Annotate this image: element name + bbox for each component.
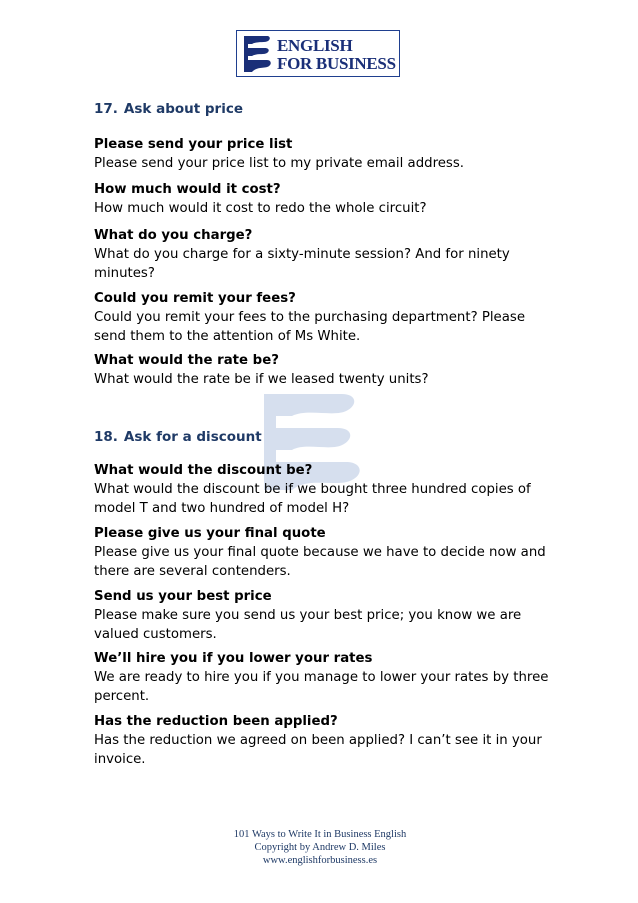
footer-book-title: 101 Ways to Write It in Business English xyxy=(233,829,407,840)
footer-copyright: Copyright by Andrew D. Miles xyxy=(254,842,386,853)
section-number: 18. xyxy=(94,429,118,445)
item-heading: What would the discount be? xyxy=(94,463,313,478)
section-title-18 xyxy=(94,429,262,445)
section-title-text: Ask for a discount xyxy=(123,429,262,445)
item-text: Could you remit your fees to the purchasing department? Please send them to the attention of Ms White. xyxy=(94,310,525,344)
logo-text-line2: FOR BUSINESS xyxy=(277,54,396,73)
page-footer xyxy=(190,828,450,867)
item-text: We are ready to hire you if you manage to lower your rates by three percent. xyxy=(94,670,549,704)
section-title-text: Ask about price xyxy=(123,101,244,117)
item-heading: Send us your best price xyxy=(94,589,272,604)
item-heading: Please give us your final quote xyxy=(94,526,326,541)
logo-text-line1: ENGLISH xyxy=(277,36,353,55)
item-text: Has the reduction we agreed on been applied? I can’t see it in your invoice. xyxy=(94,733,542,767)
section-title-17 xyxy=(94,101,243,117)
footer-website: www.englishforbusiness.es xyxy=(262,855,378,866)
list-item xyxy=(94,649,549,706)
item-text: Please give us your final quote because we have to decide now and there are several contenders. xyxy=(94,545,546,579)
item-heading: Please send your price list xyxy=(94,137,293,152)
section-number: 17. xyxy=(94,101,118,117)
item-heading: How much would it cost? xyxy=(94,182,281,197)
item-heading: We’ll hire you if you lower your rates xyxy=(94,651,373,666)
item-text: What would the rate be if we leased twenty units? xyxy=(94,372,429,387)
item-text: What do you charge for a sixty-minute session? And for ninety minutes? xyxy=(94,247,510,281)
item-heading: What do you charge? xyxy=(94,228,253,243)
item-heading: Has the reduction been applied? xyxy=(94,714,338,729)
list-item xyxy=(94,351,549,389)
list-item xyxy=(94,289,549,346)
list-item xyxy=(94,712,549,769)
list-item xyxy=(94,524,549,581)
item-text: How much would it cost to redo the whole circuit? xyxy=(94,201,427,216)
brand-logo xyxy=(236,30,400,77)
item-text: Please make sure you send us your best price; you know we are valued customers. xyxy=(94,608,522,642)
eb-logo-icon xyxy=(243,35,273,73)
list-item xyxy=(94,226,549,283)
list-item xyxy=(94,587,549,644)
item-text: Please send your price list to my private email address. xyxy=(94,156,465,171)
item-text: What would the discount be if we bought three hundred copies of model T and two hundred of model H? xyxy=(94,482,531,516)
item-heading: Could you remit your fees? xyxy=(94,291,296,306)
item-heading: What would the rate be? xyxy=(94,353,279,368)
list-item xyxy=(94,135,549,173)
list-item xyxy=(94,461,549,518)
list-item xyxy=(94,180,549,218)
